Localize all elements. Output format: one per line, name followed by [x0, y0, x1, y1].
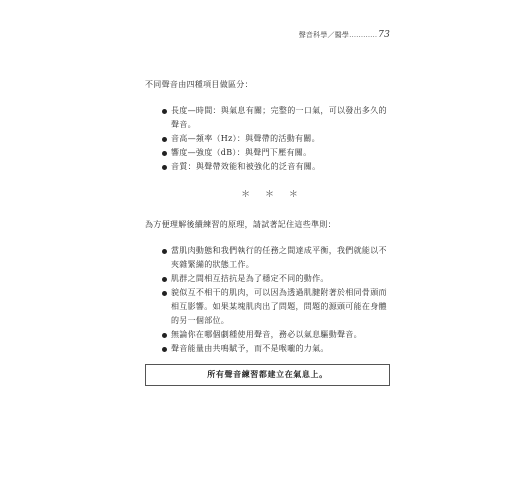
running-header — [299, 30, 390, 40]
bullet-icon — [162, 291, 167, 296]
list-item — [162, 342, 390, 356]
list-item-text: 當肌肉動態和我們執行的任務之間達成平衡，我們就能以不夾雜緊繃的狀態工作。 — [171, 246, 387, 269]
list-item-text: 貌似互不相干的肌肉，可以因為透過肌腱附著於相同骨頭而相互影響。如果某塊肌肉出了問題，問題的源頭可能在身體的另一個部位。 — [171, 288, 387, 325]
list-item — [162, 286, 390, 328]
section-separator: ＊ ＊ ＊ — [241, 190, 304, 200]
list-item — [162, 244, 390, 272]
principles-list — [145, 244, 390, 356]
callout-box: 所有聲音練習都建立在氣息上。 — [145, 364, 390, 386]
running-title: 聲音科學／醫學 — [298, 31, 350, 39]
page-number: 73 — [378, 30, 390, 40]
list-item-text: 響度—強度（dB）：與聲門下壓有關。 — [171, 148, 312, 157]
list-item — [162, 132, 390, 146]
bullet-icon — [162, 347, 167, 352]
list-item — [162, 146, 390, 160]
list-item-text: 長度—時間：與氣息有關；完整的一口氣，可以發出多久的聲音。 — [171, 106, 387, 129]
list-item-text: 音高—頻率（Hz）：與聲帶的活動有關。 — [171, 134, 320, 143]
bullet-icon — [162, 333, 167, 338]
list-item-text: 聲音能量由共鳴賦予，而不是喉嚨的力氣。 — [171, 344, 329, 353]
section1-intro: 不同聲音由四種項目做區分： — [145, 80, 253, 89]
bullet-icon — [162, 249, 167, 254]
list-item — [162, 272, 390, 286]
list-item — [162, 328, 390, 342]
bullet-icon — [162, 165, 167, 170]
voice-attributes-list — [145, 104, 390, 174]
bullet-icon — [162, 109, 167, 114]
bullet-icon — [162, 277, 167, 282]
list-item — [162, 160, 390, 174]
list-item — [162, 104, 390, 132]
bullet-icon — [162, 151, 167, 156]
leader-dots: ………… — [349, 31, 378, 39]
list-item-text: 無論你在哪個劇種使用聲音，務必以氣息驅動聲音。 — [171, 330, 362, 339]
section2-intro: 為方便理解後續練習的原理，請試著記住這些準則： — [145, 220, 336, 229]
list-item-text: 音質：與聲帶效能和被強化的泛音有關。 — [171, 162, 321, 171]
page-body — [145, 78, 390, 356]
bullet-icon — [162, 137, 167, 142]
list-item-text: 肌群之間相互拮抗是為了穩定不同的動作。 — [171, 274, 329, 283]
